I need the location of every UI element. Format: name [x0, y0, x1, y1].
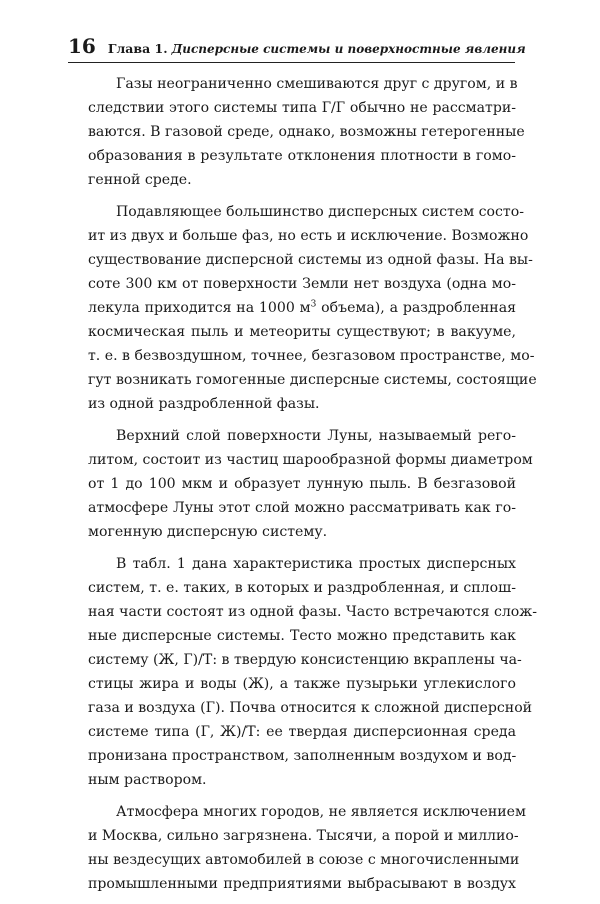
- line-start: лекула приходится на 1000 м: [88, 300, 311, 316]
- text-line: Подавляющее большинство дисперсных систем состо-: [116, 204, 524, 220]
- text-line: системе типа (Г, Ж)/Т: ее твердая дисперсионная среда: [88, 724, 516, 740]
- text-line: систем, т. е. таких, в которых и раздробленная, и сплош-: [88, 580, 516, 596]
- text-line: ная части состоят из одной фазы. Часто встречаются слож-: [88, 604, 537, 620]
- text-line: ные дисперсные системы. Тесто можно представить как: [88, 628, 516, 644]
- text-line: следствии этого системы типа Г/Г обычно не рассматри-: [88, 100, 516, 116]
- text-line: т. е. в безвоздушном, точнее, безгазовом пространстве, мо-: [88, 348, 535, 364]
- text-line: от 1 до 100 мкм и образует лунную пыль. В безгазовой: [88, 476, 516, 492]
- text-line: соте 300 км от поверхности Земли нет воздуха (одна мо-: [88, 276, 516, 292]
- chapter-label: Глава 1.: [107, 41, 168, 56]
- page-number: 16: [68, 34, 96, 58]
- text-line: могенную дисперсную систему.: [88, 524, 328, 540]
- paragraph: [88, 800, 526, 896]
- paragraph: [88, 200, 537, 416]
- text-line: пронизана пространством, заполненным воздухом и вод-: [88, 748, 517, 764]
- text-line: космическая пыль и метеориты существуют; в вакууме,: [88, 324, 516, 340]
- text-line: генной среде.: [88, 172, 192, 188]
- text-line: Верхний слой поверхности Луны, называемый рего-: [116, 428, 516, 444]
- body-text: [88, 72, 537, 904]
- text-line: ным раствором.: [88, 772, 207, 788]
- text-line: атмосфере Луны этот слой можно рассматривать как го-: [88, 500, 516, 516]
- text-line: Газы неограниченно смешиваются друг с другом, и в: [116, 76, 518, 92]
- chapter-title: Дисперсные системы и поверхностные явления: [171, 42, 526, 56]
- text-line: промышленными предприятиями выбрасывают в воздух: [88, 876, 516, 892]
- text-line: и Москва, сильно загрязнена. Тысячи, а порой и миллио-: [88, 828, 519, 844]
- text-line: литом, состоит из частиц шарообразной формы диаметром: [88, 452, 533, 468]
- running-header: [68, 34, 526, 58]
- text-line: Атмосфера многих городов, не является исключением: [116, 804, 526, 820]
- header-rule: [68, 62, 515, 63]
- text-line: стицы жира и воды (Ж), а также пузырьки углекислого: [88, 676, 516, 692]
- text-line: из одной раздробленной фазы.: [88, 396, 320, 412]
- text-line: существование дисперсной системы из одной фазы. На вы-: [88, 252, 533, 268]
- text-line: образования в результате отклонения плотности в гомо-: [88, 148, 516, 164]
- text-line: В табл. 1 дана характеристика простых дисперсных: [116, 556, 516, 572]
- line-end: объема), а раздробленная: [316, 300, 516, 316]
- text-line-with-superscript: [88, 296, 516, 320]
- paragraph: [88, 552, 537, 792]
- text-line: ны вездесущих автомобилей в союзе с многочисленными: [88, 852, 520, 868]
- paragraph: [88, 424, 533, 544]
- text-line: газа и воздуха (Г). Почва относится к сложной дисперсной: [88, 700, 533, 716]
- paragraph: [88, 72, 525, 192]
- text-line: ит из двух и больше фаз, но есть и исключение. Возможно: [88, 228, 529, 244]
- superscript: 3: [310, 299, 317, 310]
- text-line: ваются. В газовой среде, однако, возможны гетерогенные: [88, 124, 525, 140]
- text-line: систему (Ж, Г)/Т: в твердую консистенцию вкраплены ча-: [88, 652, 522, 668]
- text-line: гут возникать гомогенные дисперсные системы, состоящие: [88, 372, 537, 388]
